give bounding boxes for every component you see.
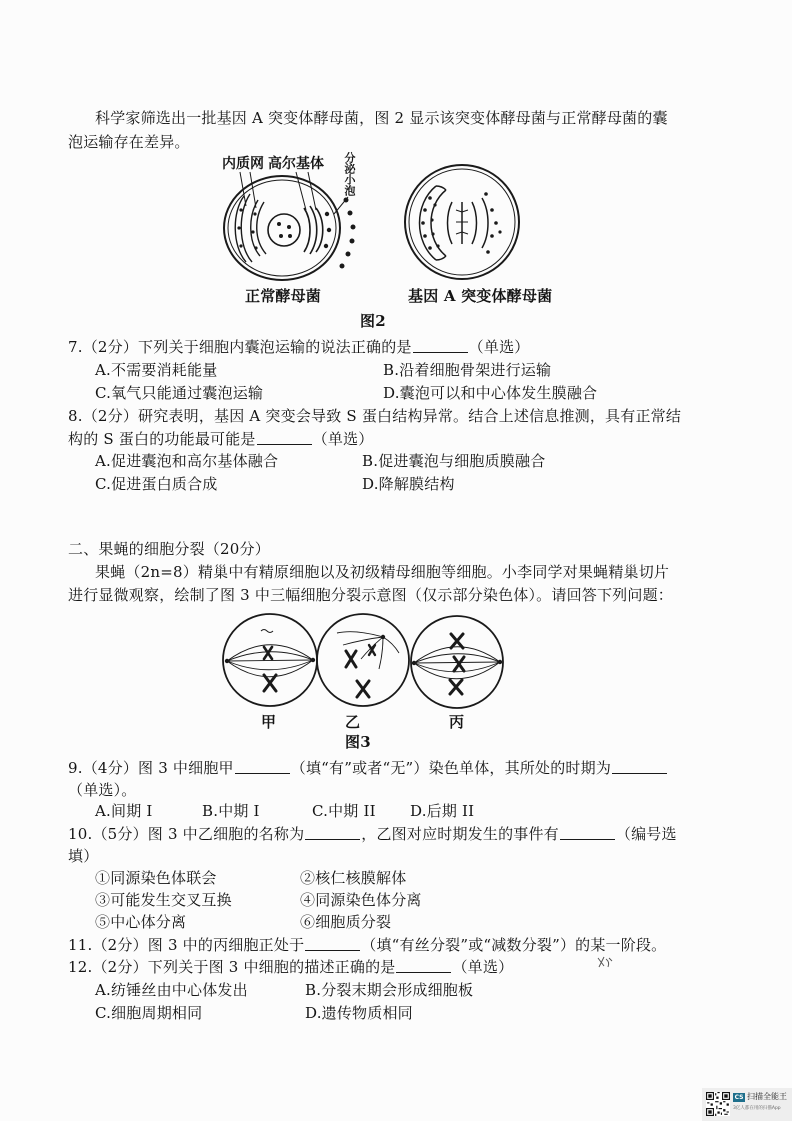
ribosome-dots	[237, 208, 257, 249]
qr-code	[706, 1092, 730, 1116]
q9-blank-2	[612, 759, 667, 774]
cell-yi	[317, 614, 409, 706]
q11-line	[68, 935, 666, 955]
q9-option-c: C.中期 II	[312, 802, 376, 820]
label-cell-bing: 丙	[449, 713, 465, 731]
q7-answer-blank	[413, 338, 468, 353]
q12-stem-suffix: （单选）	[452, 958, 514, 976]
label-endoplasmic-reticulum: 内质网	[222, 156, 264, 172]
q10-blank-1	[305, 825, 360, 840]
q7-stem	[68, 337, 529, 357]
figure-3-diagram	[215, 603, 515, 715]
q10-event-3: ③可能发生交叉互换	[95, 891, 232, 909]
q7-option-d: D.囊泡可以和中心体发生膜融合	[383, 384, 598, 402]
q10-text-b: ，乙图对应时期发生的事件有	[361, 825, 559, 843]
q10-event-2: ②核仁核膜解体	[300, 869, 407, 887]
q7-option-c: C.氧气只能通过囊泡运输	[95, 384, 264, 402]
q9-blank-1	[235, 759, 290, 774]
q7-stem-suffix: （单选）	[468, 338, 530, 356]
golgi-apparatus	[448, 198, 489, 248]
scanner-logo: CS	[734, 1094, 744, 1101]
q10-text-c: （编号选	[615, 825, 677, 843]
handwritten-mark	[596, 954, 614, 970]
mutant-yeast-cell	[405, 165, 519, 279]
leader-lines	[240, 172, 348, 214]
q8-option-d: D.降解膜结构	[362, 475, 455, 493]
cell-bing	[411, 616, 503, 708]
golgi-apparatus	[304, 206, 323, 254]
q8-option-c: C.促进蛋白质合成	[95, 475, 218, 493]
q8-option-b: B.促进囊泡与细胞质膜融合	[362, 452, 546, 470]
chromosome	[450, 680, 462, 694]
section-2-title: 二、果蝇的细胞分裂（20分）	[68, 540, 270, 558]
chromosome	[264, 675, 276, 691]
nucleus	[268, 214, 300, 246]
q12-option-a: A.纺锤丝由中心体发出	[95, 981, 248, 999]
q10-blank-2	[560, 825, 615, 840]
chromosome	[451, 634, 463, 648]
q9-line-2: （单选）。	[68, 781, 137, 799]
q8-answer-blank	[257, 430, 312, 445]
figure-3-title: 图3	[345, 733, 371, 751]
q10-line-1	[68, 824, 677, 844]
q12-option-d: D.遗传物质相同	[305, 1004, 413, 1022]
q12-stem-text: 12.（2分）下列关于图 3 中细胞的描述正确的是	[68, 958, 396, 976]
q10-event-4: ④同源染色体分离	[300, 891, 422, 909]
label-golgi: 高尔基体	[268, 156, 324, 172]
q9-option-b: B.中期 I	[202, 802, 260, 820]
q10-event-1: ①同源染色体联会	[95, 869, 217, 887]
label-cell-jia: 甲	[261, 713, 277, 731]
q8-line-1: 8.（2分）研究表明，基因 A 突变会导致 S 蛋白结构异常。结合上述信息推测，具有正常结	[68, 407, 682, 425]
figure-2-title: 图2	[360, 312, 386, 330]
normal-yeast-cell	[224, 172, 356, 280]
cell-outline	[317, 614, 409, 706]
q12-stem	[68, 957, 513, 977]
q8-line-2-suffix: （单选）	[312, 430, 374, 448]
chromatin-squiggle	[261, 630, 273, 633]
q10-event-6: ⑥细胞质分裂	[300, 913, 392, 931]
q12-option-c: C.细胞周期相同	[95, 1004, 203, 1022]
q8-line-2	[68, 429, 373, 449]
q7-option-a: A.不需要消耗能量	[95, 361, 218, 379]
caption-mutant-yeast: 基因 A 突变体酵母菌	[408, 287, 553, 305]
chromosome	[357, 681, 369, 697]
caption-normal-yeast: 正常酵母菌	[245, 287, 322, 305]
section-2-para-line-1: 果蝇（2n=8）精巢中有精原细胞以及初级精母细胞等细胞。小李同学对果蝇精巢切片	[95, 563, 670, 581]
q9-line-1	[68, 758, 668, 778]
q9-text-b: （填“有”或者“无”）染色单体，其所处的时期为	[290, 759, 612, 777]
q11-text-a: 11.（2分）图 3 中的丙细胞正处于	[68, 936, 305, 954]
cell-jia	[223, 614, 317, 706]
figure-2-diagram	[200, 150, 540, 290]
q12-option-b: B.分裂末期会形成细胞板	[305, 981, 474, 999]
q10-line-2: 填）	[68, 847, 99, 865]
chromosome	[264, 647, 272, 659]
q8-option-a: A.促进囊泡和高尔基体融合	[95, 452, 279, 470]
label-cell-yi: 乙	[345, 713, 361, 731]
q10-event-5: ⑤中心体分离	[95, 913, 187, 931]
q10-text-a: 10.（5分）图 3 中乙细胞的名称为	[68, 825, 305, 843]
q9-text-a: 9.（4分）图 3 中细胞甲	[68, 759, 234, 777]
q8-line-2-text: 构的 S 蛋白的功能最可能是	[68, 430, 256, 448]
q9-option-d: D.后期 II	[410, 802, 475, 820]
chromosome	[346, 651, 356, 667]
q11-text-b: （填“有丝分裂”或“减数分裂”）的某一阶段。	[361, 936, 667, 954]
q9-option-a: A.间期 I	[95, 802, 153, 820]
scanner-tagline: 3亿人都在用的扫描App	[733, 1106, 781, 1111]
intro-line-2: 泡运输存在差异。	[68, 133, 190, 151]
scanner-watermark	[702, 1088, 792, 1121]
q12-answer-blank	[396, 958, 451, 973]
section-2-para-line-2: 进行显微观察，绘制了图 3 中三幅细胞分裂示意图（仅示部分染色体）。请回答下列问题：	[68, 586, 673, 604]
q7-stem-text: 7.（2分）下列关于细胞内囊泡运输的说法正确的是	[68, 338, 412, 356]
scanner-app-name: 扫描全能王	[747, 1092, 787, 1101]
intro-line-1: 科学家筛选出一批基因 A 突变体酵母菌，图 2 显示该突变体酵母菌与正常酵母菌的囊	[95, 109, 668, 127]
chromosome	[454, 657, 464, 671]
q11-blank	[305, 936, 360, 951]
label-secretory-vesicle: 分泌小泡	[343, 152, 356, 196]
q7-option-b: B.沿着细胞骨架进行运输	[383, 361, 552, 379]
